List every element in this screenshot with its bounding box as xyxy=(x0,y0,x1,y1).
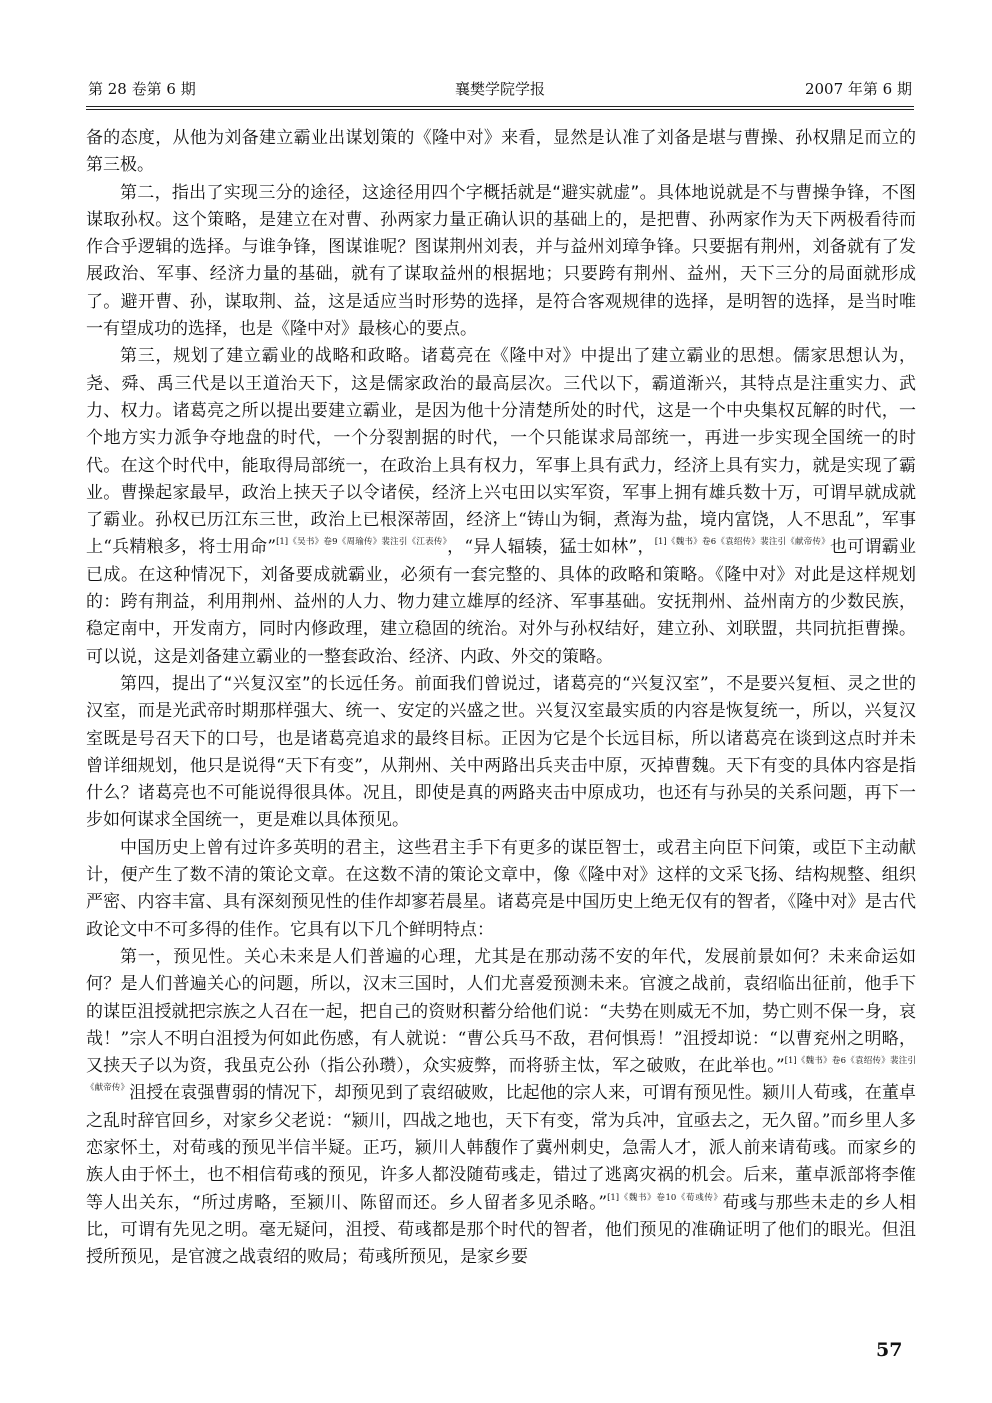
paragraph-text: 也可谓霸业已成。在这种情况下，刘备要成就霸业，必须有一套完整的、具体的政略和策略。《隆中对》对此是这样规划的：跨有荆益，利用荆州、益州的人力、物力建立雄厚的经济、军事基础。安抚荆州、益州南方的少数民族，稳定南中，开发南方，同时内修政理，建立稳固的统治。对外与孙权结好，建立孙、刘联盟，共同抗拒曹操。可以说，这是刘备建立霸业的一整套政治、经济、内政、外交的策略。 xyxy=(86,537,917,667)
citation: [1]《魏书》卷6《袁绍传》裴注引《献帝传》 xyxy=(654,537,831,548)
citation: [1]《吴书》卷9《周瑜传》裴注引《江表传》 xyxy=(276,537,448,548)
paragraph xyxy=(86,671,916,835)
page-number: 57 xyxy=(876,1339,903,1361)
paragraph-text: 诸葛亮在《隆中对》中提出了建立霸业的思想。儒家思想认为，尧、舜、禹三代是以王道治天下，这是儒家政治的最高层次。三代以下，霸道渐兴，其特点是注重实力、武力、权力。诸葛亮之所以提出要建立霸业，是因为他十分清楚所处的时代，这是一个中央集权瓦解的时代，一个地方实力派争夺地盘的时代，一个分裂割据的时代，一个只能谋求局部统一，再进一步实现全国统一的时代。在这个时代中，能取得局部统一，在政治上具有权力，军事上具有武力，经济上具有实力，就是实现了霸业。曹操起家最早，政治上挟天子以令诸侯，经济上兴屯田以实军资，军事上拥有雄兵数十万，可谓早就成就了霸业。孙权已历江东三世，政治上已根深蒂固，经济上“铸山为铜，煮海为盐，境内富饶，人不思乱”，军事上“兵精粮多，将士用命” xyxy=(86,346,917,558)
paragraph-text: ，“异人辐辏，猛士如林”， xyxy=(447,537,655,558)
citation: [1]《魏书》卷10《荀彧传》 xyxy=(607,1192,723,1203)
header-volume-issue: 第 28 卷第 6 期 xyxy=(88,80,196,98)
header-divider xyxy=(86,106,914,110)
paragraph-text: 备的态度，从他为刘备建立霸业出谋划策的《隆中对》来看，显然是认准了刘备是堪与曹操、孙权鼎足而立的第三极。 xyxy=(86,128,916,176)
paragraph-text: 中国历史上曾有过许多英明的君主，这些君主手下有更多的谋臣智士，或君主向臣下问策，或臣下主动献计，便产生了数不清的策论文章。在这数不清的策论文章中，像《隆中对》这样的文采飞扬、结构规整、组织严密、内容丰富、具有深刻预见性的佳作却寥若晨星。诸葛亮是中国历史上绝无仅有的智者，《隆中对》是古代政论文中不可多得的佳作。它具有以下几个鲜明特点： xyxy=(86,837,916,940)
paragraph xyxy=(86,180,916,344)
paragraph-text: 具体地说就是不与曹操争锋，不图谋取孙权。这个策略，是建立在对曹、孙两家力量正确认识的基础上的，是把曹、孙两家作为天下两极看待而作合乎逻辑的选择。与谁争锋，图谋谁呢？图谋荆州刘表，并与益州刘璋争锋。只要据有荆州，刘备就有了发展政治、军事、经济力量的基础，就有了谋取益州的根据地；只要跨有荆州、益州，天下三分的局面就形成了。避开曹、孙，谋取荆、益，这是适应当时形势的选择，是符合客观规律的选择，是明智的选择，是当时唯一有望成功的选择，也是《隆中对》最核心的要点。 xyxy=(86,182,916,340)
paragraph-lead: 第二，指出了实现三分的途径，这途径用四个字概括就是“避实就虚”。 xyxy=(120,182,657,203)
paragraph-text: 沮授在袁强曹弱的情况下，却预见到了袁绍破败，比起他的宗人来，可谓有预见性。颍川人荀彧，在董卓之乱时辞官回乡，对家乡父老说：“颍川，四战之地也，天下有变，常为兵冲，宜亟去之，无久留。”而乡里人多恋家怀土，对荀彧的预见半信半疑。正巧，颍川人韩馥作了冀州刺史，急需人才，派人前来请荀彧。而家乡的族人由于怀土，也不相信荀彧的预见，许多人都没随荀彧走，错过了逃离灾祸的机会。后来，董卓派部将李傕等人出关东，“所过虏略，至颍川、陈留而还。乡人留者多见杀略。” xyxy=(86,1083,916,1213)
paragraph-lead: 第三，规划了建立霸业的战略和政略。 xyxy=(120,346,421,367)
paragraph xyxy=(86,944,916,1272)
paragraph-lead: 第一，预见性。 xyxy=(120,946,244,967)
citation: [1]《魏书》卷6《袁绍传》裴注引《献帝传》 xyxy=(86,1056,916,1094)
running-header xyxy=(88,78,912,104)
paragraph xyxy=(86,343,916,671)
paragraph xyxy=(86,125,916,180)
paragraph-lead: 第四，提出了“兴复汉室”的长远任务。 xyxy=(120,673,415,694)
paragraph xyxy=(86,835,916,944)
paragraph-text: 荀彧与那些未走的乡人相比，可谓有先见之明。毫无疑问，沮授、荀彧都是那个时代的智者，他们预见的准确证明了他们的眼光。但沮授所预见，是官渡之战袁绍的败局；荀彧所预见，是家乡要 xyxy=(86,1192,917,1268)
header-year-issue: 2007 年第 6 期 xyxy=(804,80,912,98)
article-body xyxy=(86,125,916,1271)
paragraph-text: 前面我们曾说过，诸葛亮的“兴复汉室”，不是要兴复桓、灵之世的汉室，而是光武帝时期那样强大、统一、安定的兴盛之世。兴复汉室最实质的内容是恢复统一，所以，兴复汉室既是号召天下的口号，也是诸葛亮追求的最终目标。正因为它是个长远目标，所以诸葛亮在谈到这点时并未曾详细规划，他只是说得“天下有变”，从荆州、关中两路出兵夹击中原，灭掉曹魏。天下有变的具体内容是指什么？诸葛亮也不可能说得很具体。况且，即使是真的两路夹击中原成功，也还有与孙吴的关系问题，再下一步如何谋求全国统一，更是难以具体预见。 xyxy=(86,673,916,831)
header-journal-title: 襄樊学院学报 xyxy=(454,80,545,98)
paragraph-text: 关心未来是人们普遍的心理，尤其是在那动荡不安的年代，发展前景如何？未来命运如何？是人们普遍关心的问题，所以，汉末三国时，人们尤喜爱预测未来。官渡之战前，袁绍临出征前，他手下的谋臣沮授就把宗族之人召在一起，把自己的资财积蓄分给他们说：“夫势在则威无不加，势亡则不保一身，哀哉！”宗人不明白沮授为何如此伤感，有人就说：“曹公兵马不敌，君何惧焉！”沮授却说：“以曹兖州之明略，又挟天子以为资，我虽克公孙（指公孙瓒），众实疲弊，而将骄主忲，军之破败，在此举也。” xyxy=(86,946,917,1077)
